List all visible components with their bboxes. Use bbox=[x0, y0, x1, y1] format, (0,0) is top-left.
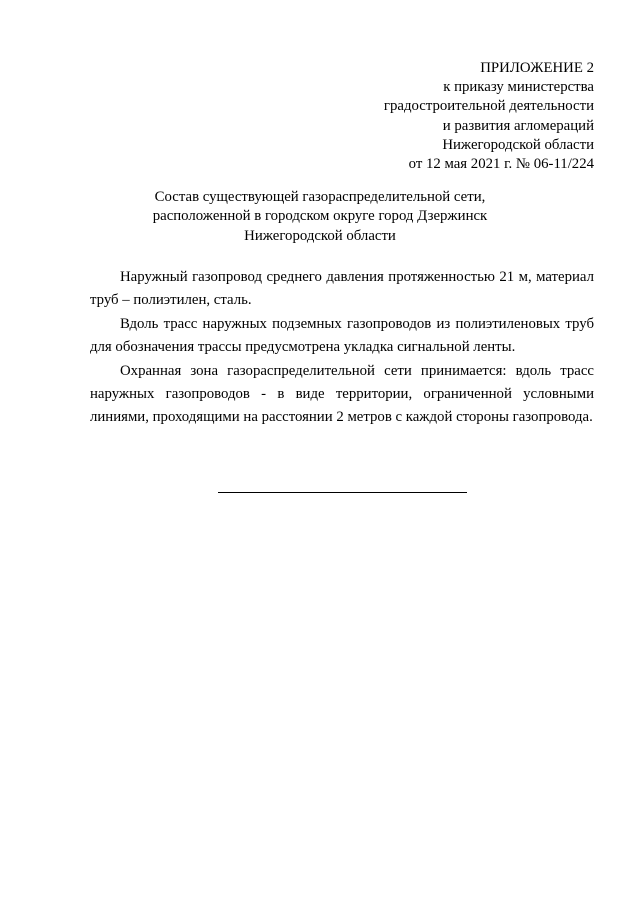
paragraph-pipeline: Наружный газопровод среднего давления протяженностью 21 м, материал труб – полиэтилен, сталь. bbox=[90, 269, 594, 309]
separator-line bbox=[218, 492, 467, 493]
document-title-line-1: Состав существующей газораспределительной сети, bbox=[154, 189, 486, 205]
appendix-ministry-line-2: и развития агломераций bbox=[442, 117, 594, 134]
appendix-title: ПРИЛОЖЕНИЕ 2 bbox=[480, 60, 594, 76]
paragraph-protection-zone: Охранная зона газораспределительной сети принимается: вдоль трасс наружных газопроводов - в виде территории, ограниченной условными линиями, проходящими на расстоянии 2 метров с каждой стороны газопровода. bbox=[90, 362, 594, 426]
appendix-ministry-line-1: градостроительной деятельности bbox=[383, 98, 594, 115]
appendix-order-line: к приказу министерства bbox=[443, 79, 594, 96]
appendix-region-line: Нижегородской области bbox=[442, 136, 594, 153]
document-title bbox=[0, 188, 640, 246]
appendix-header bbox=[264, 59, 594, 174]
appendix-date-number: от 12 мая 2021 г. № 06-11/224 bbox=[408, 156, 594, 173]
document-body bbox=[90, 266, 594, 430]
paragraph-signal-tape: Вдоль трасс наружных подземных газопроводов из полиэтиленовых труб для обозначения трассы предусмотрена укладка сигнальной ленты. bbox=[90, 315, 594, 356]
document-title-line-2: расположенной в городском округе город Дзержинск bbox=[152, 208, 488, 225]
document-title-line-3: Нижегородской области bbox=[244, 227, 396, 244]
